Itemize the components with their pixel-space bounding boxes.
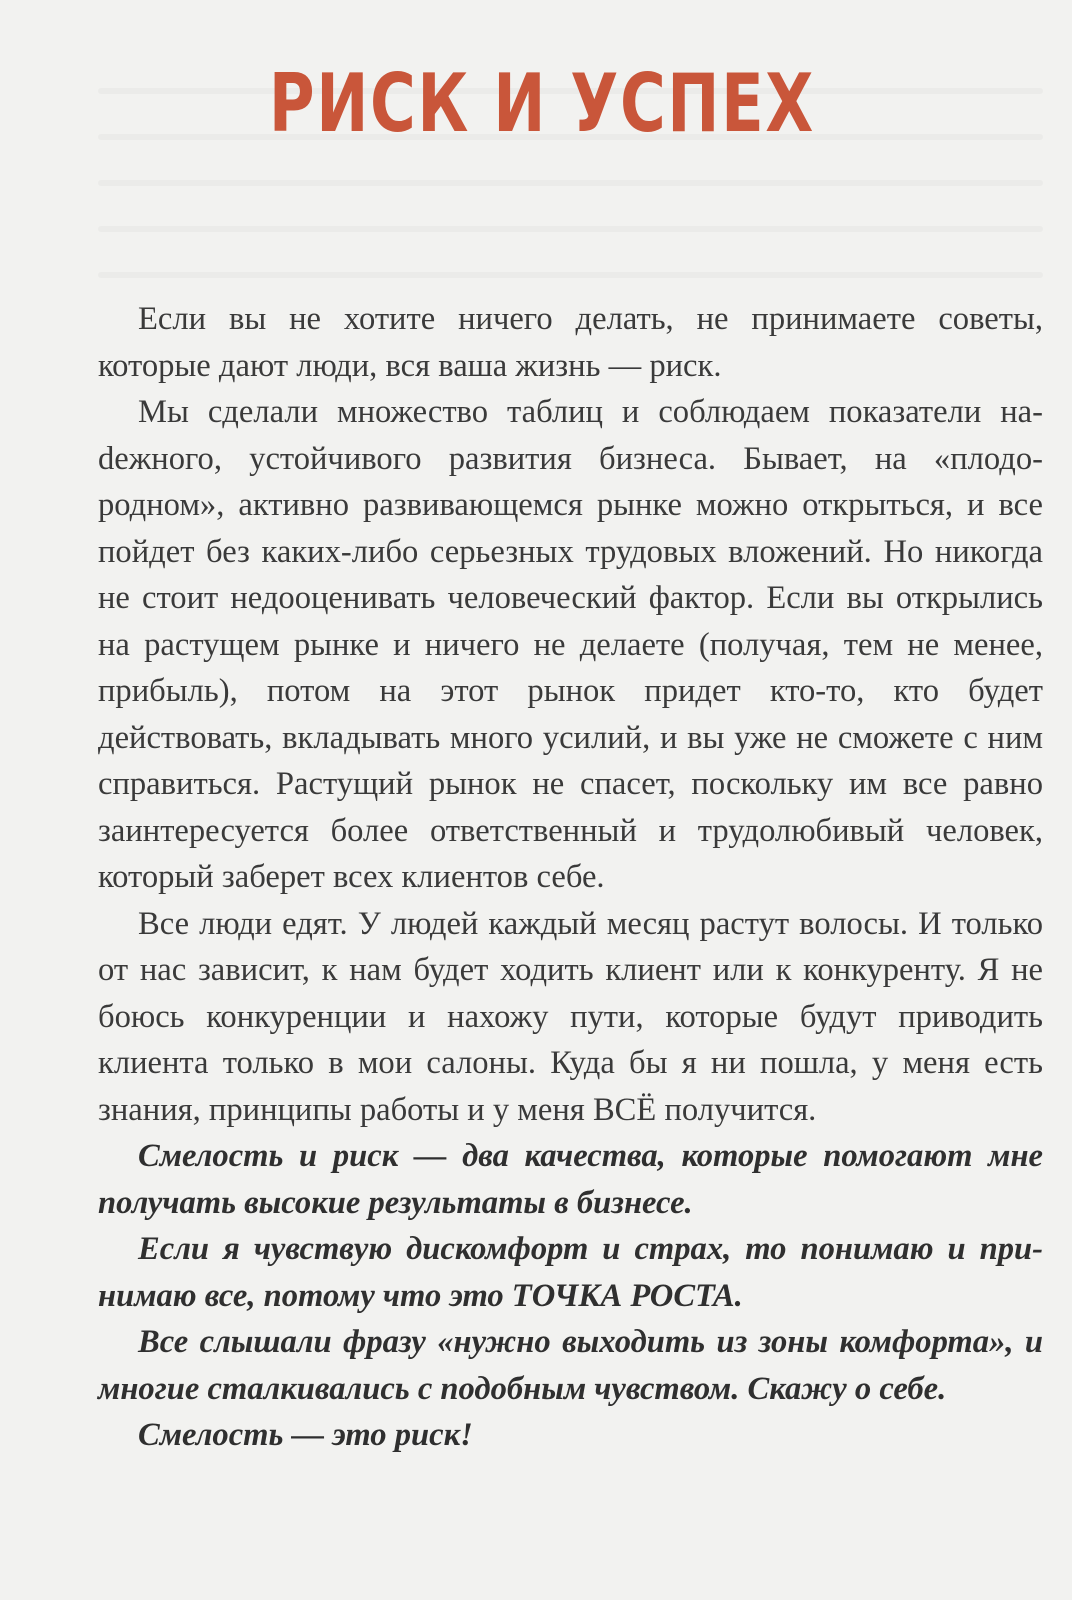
body-text	[98, 296, 1043, 1459]
bleed-through-line	[98, 272, 1043, 278]
emphasized-paragraph: Все слышали фразу «нужно выходить из зоны комфорта», и многие сталкивались с подобным чувством. Скажу о себе.	[98, 1324, 1043, 1407]
bleed-through-line	[98, 180, 1043, 186]
paragraph: Мы сделали множество таблиц и соблюдаем показатели наdежного, устойчивого развития бизнеса. Бывает, на «плодородном», активно развивающемся рынке можно открыться, и все пойдет без каких-либо серьезных трудовых вложений. Но никогда не стоит недооценивать человеческий фактор. Если вы открылись на растущем рынке и ничего не делаете (получая, тем не менее, прибыль), потом на этот рынок придет кто-то, кто будет действовать, вкладывать много усилий, и вы уже не сможете с ним справиться. Растущий рынок не спасет, поскольку им все равно заинтересуется более ответственный и трудолюбивый человек, который заберет всех клиентов себе.	[98, 394, 1043, 895]
emphasized-paragraph: Если я чувствую дискомфорт и страх, то понимаю и принимаю все, потому что это ТОЧКА РОСТА.	[98, 1231, 1043, 1314]
paragraph: Если вы не хотите ничего делать, не принимаете советы, которые дают люди, вся ваша жизнь — риск.	[98, 301, 1043, 384]
bleed-through-line	[98, 226, 1043, 232]
emphasized-paragraph: Смелость — это риск!	[138, 1417, 473, 1453]
chapter-title: РИСК И УСПЕХ	[268, 57, 815, 150]
emphasized-paragraph: Смелость и риск — два качества, которые помогают мне получать высокие результаты в бизнесе.	[98, 1138, 1043, 1221]
paragraph: Все люди едят. У людей каждый месяц растут волосы. И только от нас зависит, к нам будет ходить клиент или к конкуренту. Я не боюсь конкуренции и нахожу пути, которые будут приводить клиента только в мои салоны. Куда бы я ни пошла, у меня есть знания, принципы работы и у меня ВСЁ получится.	[98, 905, 1043, 1128]
